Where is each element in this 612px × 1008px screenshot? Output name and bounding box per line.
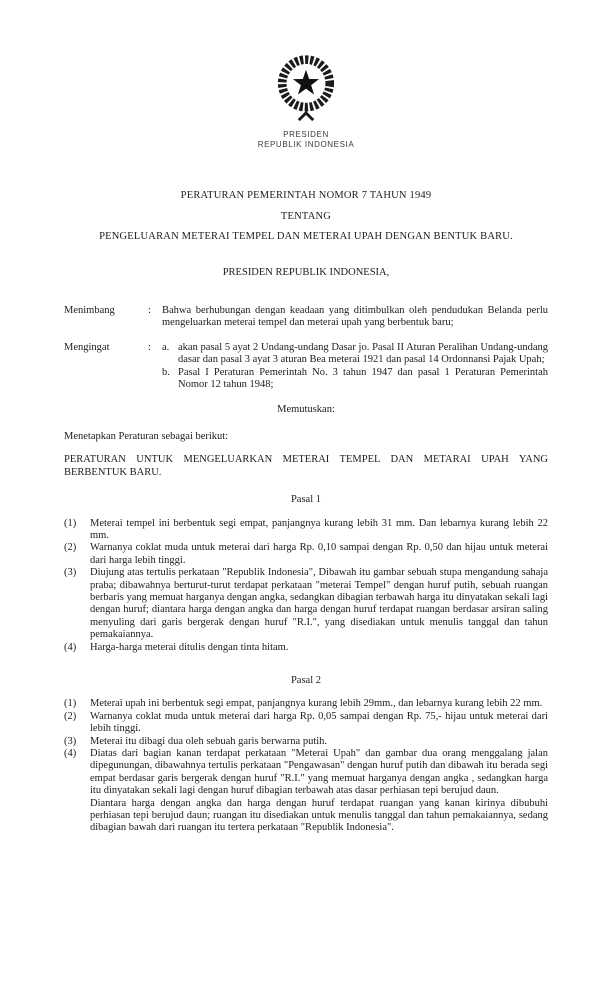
sub-item-text: akan pasal 5 ayat 2 Undang-undang Dasar jo. Pasal II Aturan Peralihan Undang-undang dasar dan pasal 3 ayat 3 aturan Bea meterai 1921 dan pasal 14 Ordonnansi Pajak Upah; [178,341,548,366]
item-number: (1) [64,698,77,710]
list-item [64,736,548,748]
document-title [64,190,548,243]
item-number: (4) [64,748,77,759]
clause-sublist [162,342,548,392]
pasal-2-list [64,698,548,834]
menetapkan-line: Menetapkan Peraturan sebagai berikut: [64,430,229,442]
clause-menimbang [64,305,548,330]
title-line-2: TENTANG [280,210,332,222]
clause-colon: : [148,305,151,317]
item-text: Meterai itu dibagi dua oleh sebuah garis berwarna putih. [90,735,328,747]
clause-label: Menimbang [64,305,115,317]
list-item [64,542,548,567]
list-item [64,748,548,835]
item-number: (3) [64,735,77,747]
item-text: Diujung atas tertulis perkataan "Republik Indonesia", Dibawah itu gambar sebuah stupa mengandung sahaja praba; dibawahnya berturut-turut terdapat perkataan "meterai Tempel" dengan huruf putih, sebuah ruangan berbaris yang memuat harganya dengan angka, sedangkan dibagian terbawah harga itu dinyatakan sekali lagi dengan huruf; diantara harga dengan angka dan harga dengan huruf terdapat ruangan berdasar arsiran saling menyuling dari garis bergerak dengan huruf "R.I.", yang disediakan untuk menulis tanggal dan tahun pemakaiannya. [90,567,548,641]
item-number: (2) [64,710,77,722]
sub-item [162,367,548,392]
memutuskan-heading: Memutuskan: [277,404,335,416]
letterhead-republik-indonesia: REPUBLIK INDONESIA [257,140,355,150]
item-number: (2) [64,542,77,554]
clause-colon: : [148,341,151,353]
clause-mengingat [64,342,548,392]
sub-item-marker: a. [162,341,170,353]
item-text: Meterai tempel ini berbentuk segi empat, panjangnya kurang lebih 31 mm. Dan lebarnya kurang lebih 22 mm. [90,517,548,541]
item-number: (4) [64,641,77,653]
list-item [64,642,548,654]
decree-statement: PERATURAN UNTUK MENGELUARKAN METERAI TEMPEL DAN METARAI UPAH YANG BERBENTUK BARU. [64,454,548,478]
item-text: Warnanya coklat muda untuk meterai dari harga Rp. 0,05 sampai dengan Rp. 75,- hijau untuk meterai dari lebih tinggi. [90,710,548,735]
clause-label: Mengingat [64,341,110,353]
sub-item [162,342,548,367]
list-item [64,567,548,641]
sub-item-text: Pasal I Peraturan Pemerintah No. 3 tahun 1947 dan pasal 1 Peraturan Pemerintah Nomor 12 tahun 1948; [178,366,548,391]
item-text: Diatas dari bagian kanan terdapat perkataan "Meterai Upah" dan gambar dua orang menggalang jalan dipegunungan, dibawahnya tertulis perkataan "Pengawasan" dengan huruf putih dan dibawah itu berada segi empat berdasar garis bergerak dengan huruf "R.I." yang memuat harganya dengan angka , sedangkan harga itu dinyatakan sekali lagi dengan huruf dibagian terbawah atas dasar perhiasan tepi berujud daun. [90,748,548,797]
wreath-star-emblem-icon [270,48,342,126]
list-item [64,518,548,543]
list-item [64,698,548,710]
item-text: Warnanya coklat muda untuk meterai dari harga Rp. 0,10 sampai dengan Rp. 0,50 dan hijau untuk meterai dari harga lebih tinggi. [90,542,548,566]
letterhead-presiden: PRESIDEN [283,130,329,140]
item-text-continuation: Diantara harga dengan angka dan harga dengan huruf terdapat ruangan yang kanan kirinya dibubuhi perhiasan tepi berujud daun; ruangan itu disediakan untuk menulis tanggal dan tahun pemakaiannya, sedang dibagian bawah dari ruangan itu tertera perkataan "Republik Indonesia". [90,797,548,834]
sub-item-marker: b. [162,366,170,378]
item-number: (1) [64,517,77,529]
item-text: Harga-harga meterai ditulis dengan tinta hitam. [90,641,289,653]
item-text: Meterai upah ini berbentuk segi empat, panjangnya kurang lebih 29mm., dan lebarnya kurang lebih 22 mm. [90,698,543,710]
item-number: (3) [64,567,77,579]
clause-text: Bahwa berhubungan dengan keadaan yang ditimbulkan oleh pendudukan Belanda perlu mengeluarkan meterai tempel dan meterai upah yang berbentuk baru; [162,305,548,329]
pasal-2-heading: Pasal 2 [290,674,322,686]
item-text-group [90,748,548,835]
pasal-1-list [64,518,548,654]
letterhead [64,48,548,150]
list-item [64,711,548,736]
opening-line: PRESIDEN REPUBLIK INDONESIA, [222,266,390,278]
pasal-1-heading: Pasal 1 [290,494,322,506]
title-line-1: PERATURAN PEMERINTAH NOMOR 7 TAHUN 1949 [180,190,432,202]
title-line-3: PENGELUARAN METERAI TEMPEL DAN METERAI UPAH DENGAN BENTUK BARU. [99,231,513,243]
